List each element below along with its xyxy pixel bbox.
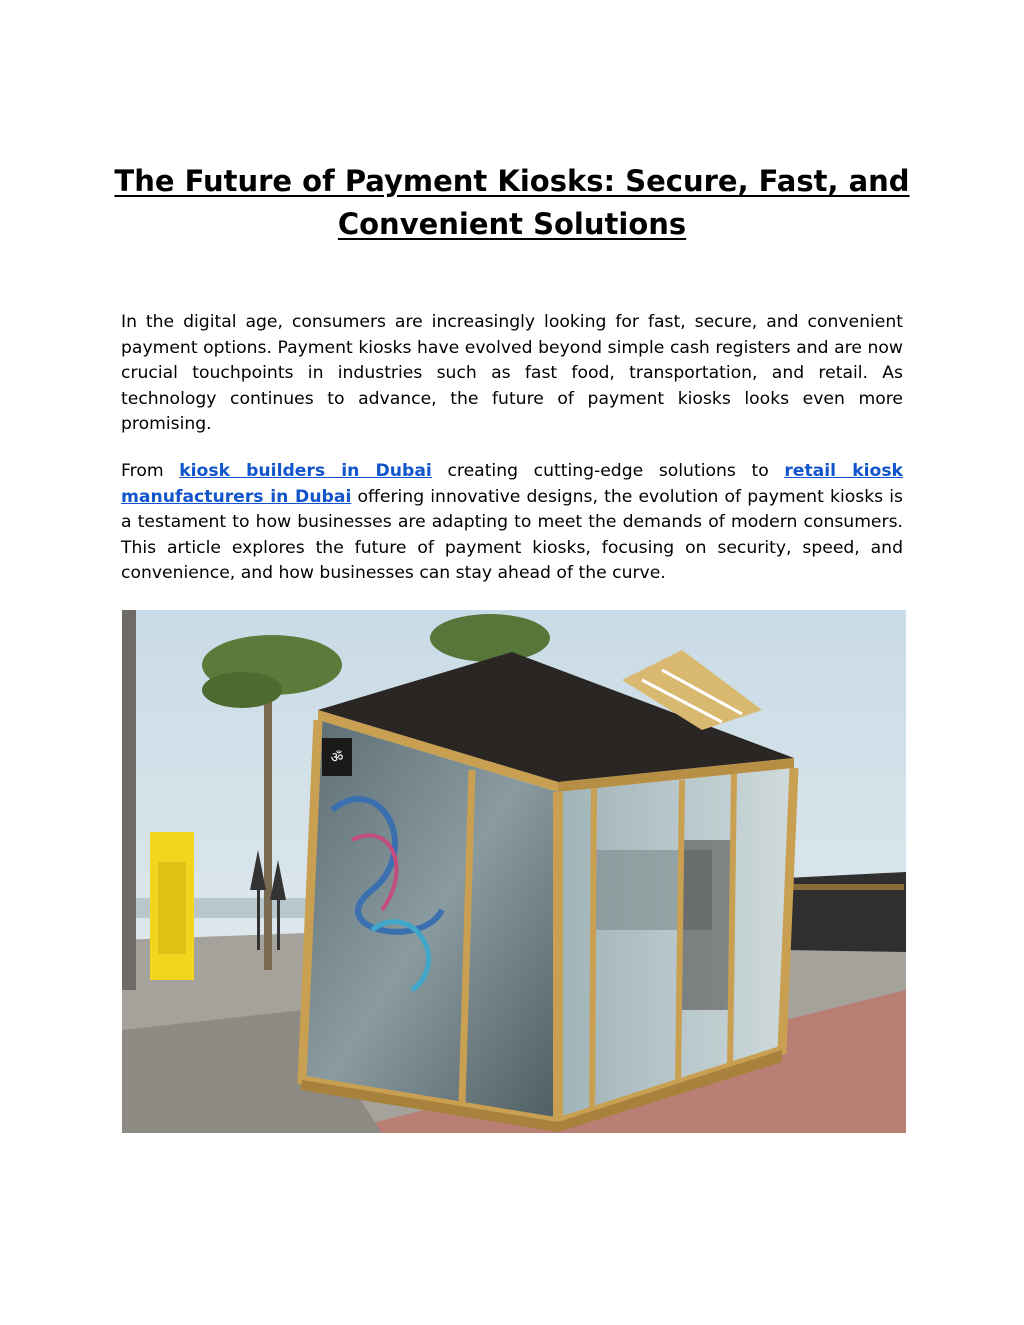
kiosk-photo [122,610,906,1133]
paragraph-lead-text: From [121,461,180,481]
builders-paragraph [121,459,903,587]
kiosk-builders-link[interactable]: kiosk builders in Dubai [179,461,432,481]
article-title: The Future of Payment Kiosks: Secure, Fast, and Convenient Solutions [114,164,910,241]
paragraph-tail-text: offering innovative designs, the evolution of payment kiosks is a testament to how businesses are adapting to meet the demands of modern consumers. This article explores the future of payment kiosks, focusing on security, speed, and convenience, and how businesses can stay ahead of the curve. [121,486,904,584]
intro-paragraph: In the digital age, consumers are increasingly looking for fast, secure, and convenient payment options. Payment kiosks have evolved beyond simple cash registers and are now crucial touchpoints in industries such as fast food, transportation, and retail. As technology continues to advance, the future of payment kiosks looks even more promising. [121,312,903,435]
svg-text:ॐ: ॐ [330,750,344,766]
paragraph-mid-text: creating cutting-edge solutions to [431,461,785,481]
retail-kiosk-manufacturers-link[interactable]: retail kiosk manufacturers in Dubai [121,461,903,507]
